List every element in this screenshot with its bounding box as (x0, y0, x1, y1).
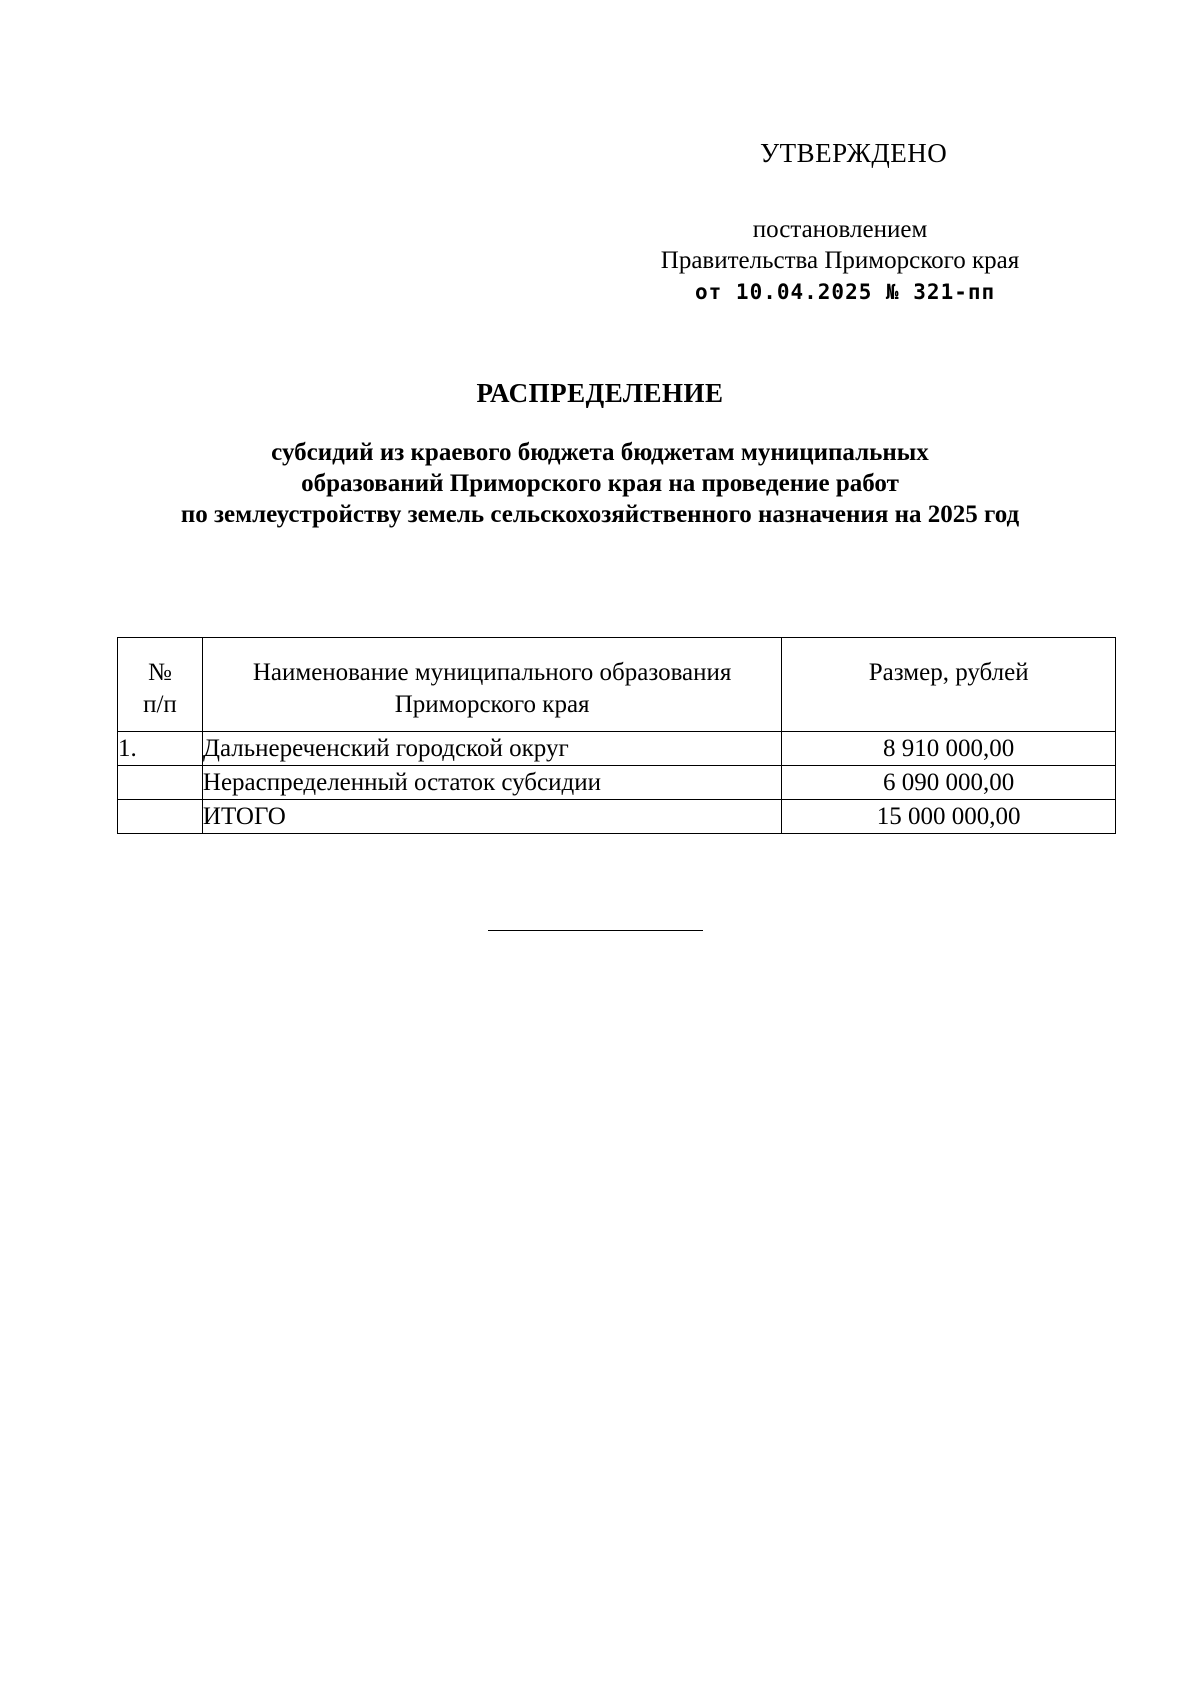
row-amount: 8 910 000,00 (782, 732, 1116, 766)
row-name: Нераспределенный остаток субсидии (202, 766, 781, 800)
row-number: 1. (118, 732, 203, 766)
row-name: Дальнереченский городской округ (202, 732, 781, 766)
subtitle-line-3: по землеустройству земель сельскохозяйственного назначения на 2025 год (180, 501, 1020, 528)
row-amount: 15 000 000,00 (782, 800, 1116, 834)
resolution-line-2: Правительства Приморского края (660, 247, 1020, 274)
header-name-line-1: Наименование муниципального образования (252, 659, 732, 686)
header-amount-label: Размер, рублей (868, 659, 1029, 686)
row-number (118, 800, 203, 834)
row-amount: 6 090 000,00 (782, 766, 1116, 800)
header-name (202, 638, 781, 732)
resolution-block (640, 214, 1040, 276)
approved-label: УТВЕРЖДЕНО (760, 138, 948, 168)
table-header-row (118, 638, 1116, 732)
header-number-line-2: п/п (143, 691, 177, 718)
table-row (118, 732, 1116, 766)
document-subtitle (0, 437, 1200, 530)
table-row (118, 766, 1116, 800)
row-name: ИТОГО (202, 800, 781, 834)
distribution-table (117, 637, 1116, 834)
header-number-line-1: № (148, 659, 172, 686)
resolution-line-1: постановлением (752, 216, 928, 243)
header-name-line-2: Приморского края (394, 691, 590, 718)
table-total-row (118, 800, 1116, 834)
subtitle-line-1: субсидий из краевого бюджета бюджетам муниципальных (271, 439, 929, 466)
resolution-reference-stamp: от 10.04.2025 № 321-пп (695, 280, 996, 304)
header-number (118, 638, 203, 732)
subtitle-line-2: образований Приморского края на проведение работ (301, 470, 899, 497)
document-title: РАСПРЕДЕЛЕНИЕ (476, 378, 724, 408)
row-number (118, 766, 203, 800)
closing-divider (488, 930, 703, 931)
header-amount (782, 638, 1116, 732)
